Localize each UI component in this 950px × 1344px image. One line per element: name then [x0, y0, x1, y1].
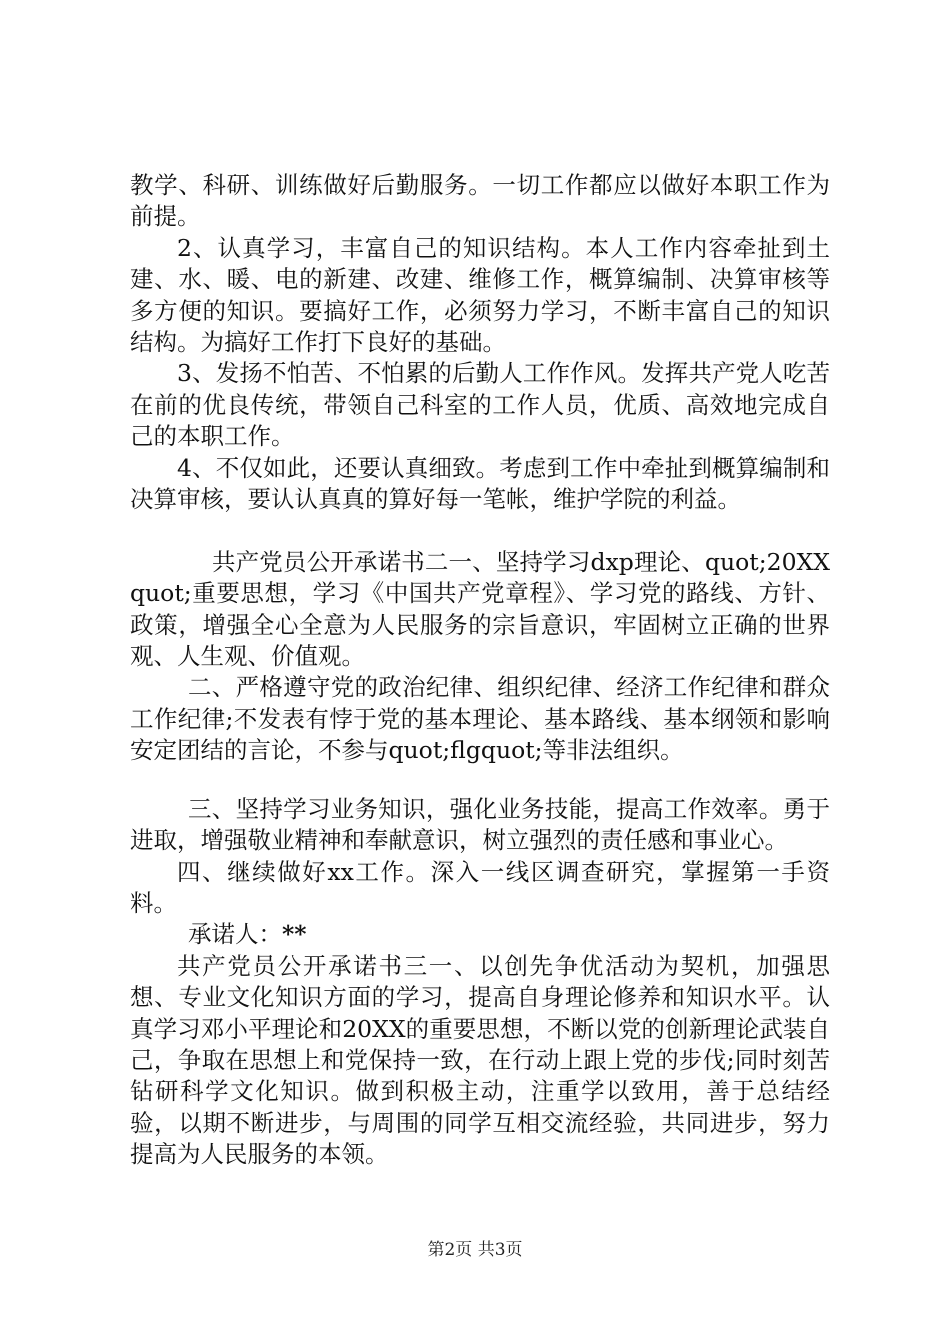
paragraph-pledge-three: 共产党员公开承诺书三一、以创先争优活动为契机，加强思想、专业文化知识方面的学习，提高自身理论修养和知识水平。认真学习邓小平理论和20XX的重要思想，不断以党的创新理论武装自己，争取在思想上和党保持一致，在行动上跟上党的步伐;同时刻苦钻研科学文化知识。做到积极主动，注重学以致用，善于总结经验，以期不断进步，与周围的同学互相交流经验，共同进步，努力提高为人民服务的本领。	[130, 951, 830, 1169]
signature-line	[130, 919, 830, 950]
paragraph-item-4: 4、不仅如此，还要认真细致。考虑到工作中牵扯到概算编制和决算审核，要认认真真的算好每一笔帐，维护学院的利益。	[130, 453, 830, 514]
paragraph-item-2: 2、认真学习，丰富自己的知识结构。本人工作内容牵扯到土建、水、暖、电的新建、改建、维修工作，概算编制、决算审核等多方便的知识。要搞好工作，必须努力学习，不断丰富自己的知识结构。为搞好工作打下良好的基础。	[130, 233, 830, 357]
signature-label: 承诺人：	[188, 920, 282, 949]
paragraph-pledge-two-item-1: 共产党员公开承诺书二一、坚持学习dxp理论、quot;20XXquot;重要思想，学习《中国共产党章程》、学习党的路线、方针、政策，增强全心全意为人民服务的宗旨意识，牢固树立正确的世界观、人生观、价值观。	[130, 547, 830, 671]
paragraph-pledge-two-item-2: 二、严格遵守党的政治纪律、组织纪律、经济工作纪律和群众工作纪律;不发表有悖于党的基本理论、基本路线、基本纲领和影响安定团结的言论，不参与quot;flgquot;等非法组织。	[130, 673, 830, 765]
paragraph-continuation: 教学、科研、训练做好后勤服务。一切工作都应以做好本职工作为前提。	[130, 171, 830, 231]
signature-value: **	[282, 920, 307, 949]
paragraph-item-3: 3、发扬不怕苦、不怕累的后勤人工作作风。发挥共产党人吃苦在前的优良传统，带领自己科室的工作人员，优质、高效地完成自己的本职工作。	[130, 359, 830, 451]
document-body	[130, 170, 830, 1171]
paragraph-pledge-two-item-3: 三、坚持学习业务知识，强化业务技能，提高工作效率。勇于进取，增强敬业精神和奉献意识，树立强烈的责任感和事业心。	[130, 794, 830, 855]
page-footer: 第2页 共3页	[427, 1240, 523, 1260]
paragraph-pledge-two-item-4: 四、继续做好xx工作。深入一线区调查研究，掌握第一手资料。	[130, 857, 830, 917]
